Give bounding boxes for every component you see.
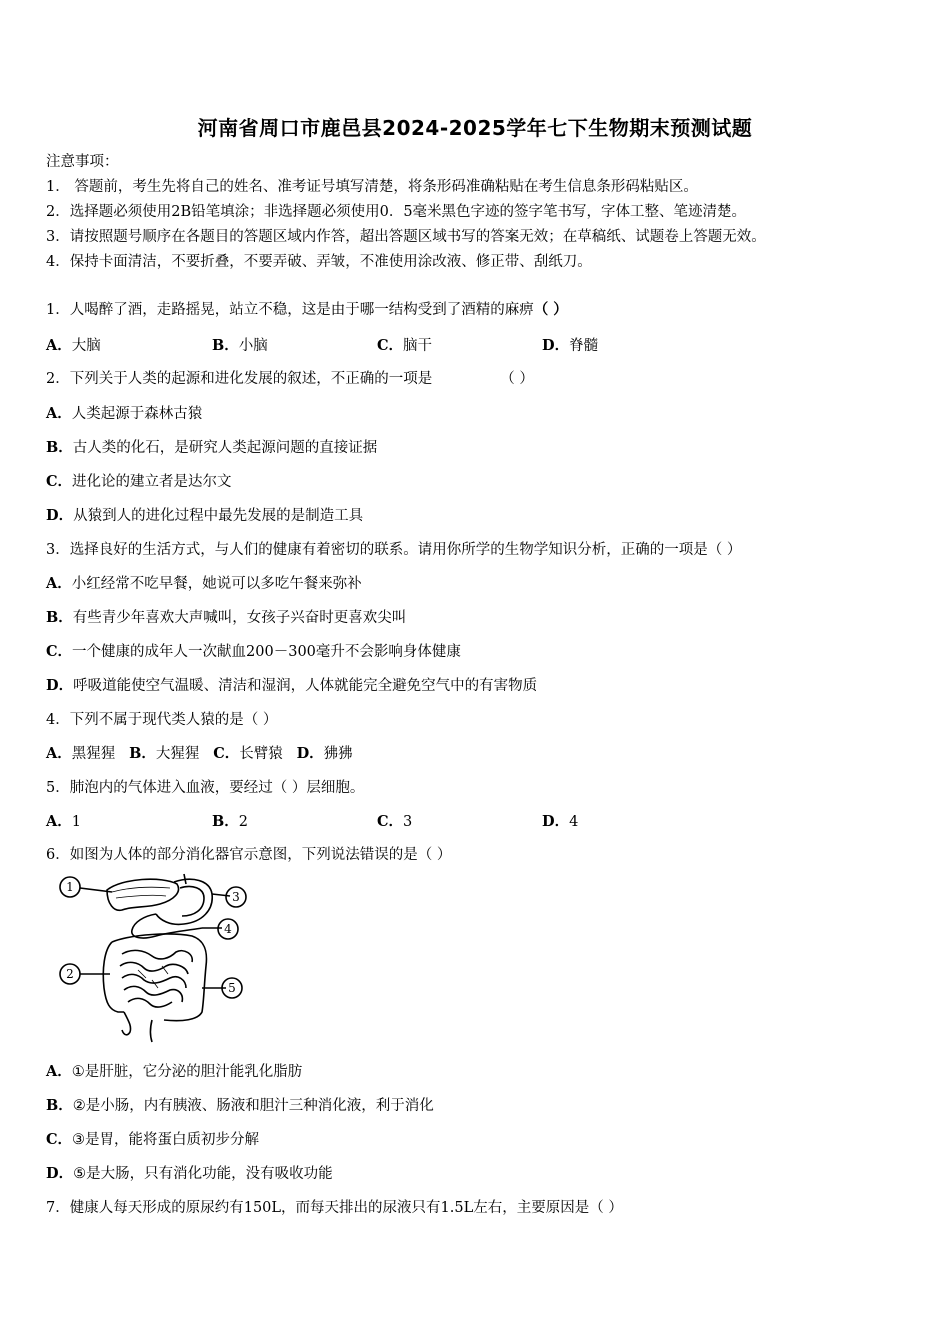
- q2-option-a: A．人类起源于森林古猿: [46, 405, 203, 422]
- question-1-blank: （ ）: [533, 301, 568, 318]
- q6-option-d: D．⑤是大肠，只有消化功能，没有吸收功能: [46, 1165, 333, 1182]
- q5-option-d: D．4: [542, 813, 579, 830]
- page-title: 河南省周口市鹿邑县2024-2025学年七下生物期末预测试题: [197, 116, 753, 140]
- small-intestine-shape: [122, 950, 192, 962]
- notice-item: 3．请按照题号顺序在各题目的答题区域内作答，超出答题区域书写的答案无效；在草稿纸、试题卷上答题无效。: [46, 229, 766, 245]
- q1-option-b: B．小脑: [212, 337, 268, 354]
- question-3-stem: 3．选择良好的生活方式，与人们的健康有着密切的联系。请用你所学的生物学知识分析，正确的一项是（ ）: [46, 542, 742, 558]
- digestive-system-figure: [52, 870, 252, 1045]
- label-4: 4: [224, 922, 232, 936]
- q2-option-b: B．古人类的化石，是研究人类起源问题的直接证据: [46, 439, 378, 456]
- question-5-stem: 5．肺泡内的气体进入血液，要经过（ ）层细胞。: [46, 780, 365, 796]
- q1-option-d: D．脊髓: [542, 337, 599, 354]
- q6-option-c: C．③是胃，能将蛋白质初步分解: [46, 1131, 260, 1148]
- q1-option-a: A．大脑: [46, 337, 101, 354]
- q4-options: A．黑猩猩 B．大猩猩 C．长臂猿 D．狒狒: [46, 745, 353, 762]
- notice-item: 2．选择题必须使用2B铅笔填涂；非选择题必须使用0．5毫米黑色字迹的签字笔书写，字体工整、笔迹清楚。: [46, 204, 747, 220]
- q3-option-c: C．一个健康的成年人一次献血200－300毫升不会影响身体健康: [46, 643, 461, 660]
- label-3: 3: [232, 890, 240, 904]
- notice-heading: 注意事项：: [46, 154, 119, 170]
- notice-item: 4．保持卡面清洁，不要折叠，不要弄破、弄皱，不准使用涂改液、修正带、刮纸刀。: [46, 254, 592, 270]
- q5-option-b: B．2: [212, 813, 248, 830]
- liver-shape: [107, 879, 178, 910]
- q5-option-c: C．3: [377, 813, 413, 830]
- question-1-stem: [46, 300, 568, 320]
- q6-option-a: A．①是肝脏，它分泌的胆汁能乳化脂肪: [46, 1063, 303, 1080]
- q2-option-d: D．从猿到人的进化过程中最先发展的是制造工具: [46, 507, 364, 524]
- q1-option-c: C．脑干: [377, 337, 433, 354]
- q3-option-b: B．有些青少年喜欢大声喊叫，女孩子兴奋时更喜欢尖叫: [46, 609, 407, 626]
- question-2-stem: 2．下列关于人类的起源和进化发展的叙述，不正确的一项是 （ ）: [46, 371, 534, 387]
- label-5: 5: [228, 981, 236, 995]
- large-intestine-shape: [103, 942, 124, 1012]
- question-4-stem: 4．下列不属于现代类人猿的是（ ）: [46, 712, 278, 728]
- label-1: 1: [66, 880, 74, 894]
- question-2-blank: （ ）: [500, 371, 534, 387]
- question-6-stem: 6．如图为人体的部分消化器官示意图，下列说法错误的是（ ）: [46, 847, 452, 863]
- question-1-text: 1．人喝醉了酒，走路摇晃，站立不稳，这是由于哪一结构受到了酒精的麻痹: [46, 302, 534, 318]
- q3-option-a: A．小红经常不吃早餐，她说可以多吃午餐来弥补: [46, 575, 362, 592]
- label-2: 2: [66, 967, 74, 981]
- q2-option-c: C．进化论的建立者是达尔文: [46, 473, 232, 490]
- q6-option-b: B．②是小肠，内有胰液、肠液和胆汁三种消化液，利于消化: [46, 1097, 434, 1114]
- notice-item: 1． 答题前，考生先将自己的姓名、准考证号填写清楚，将条形码准确粘贴在考生信息条形码粘贴区。: [46, 179, 698, 195]
- question-7-stem: 7．健康人每天形成的原尿约有150L，而每天排出的尿液只有1.5L左右，主要原因是（ ）: [46, 1200, 623, 1216]
- q5-option-a: A．1: [46, 813, 81, 830]
- q3-option-d: D．呼吸道能使空气温暖、清洁和湿润，人体就能完全避免空气中的有害物质: [46, 677, 538, 694]
